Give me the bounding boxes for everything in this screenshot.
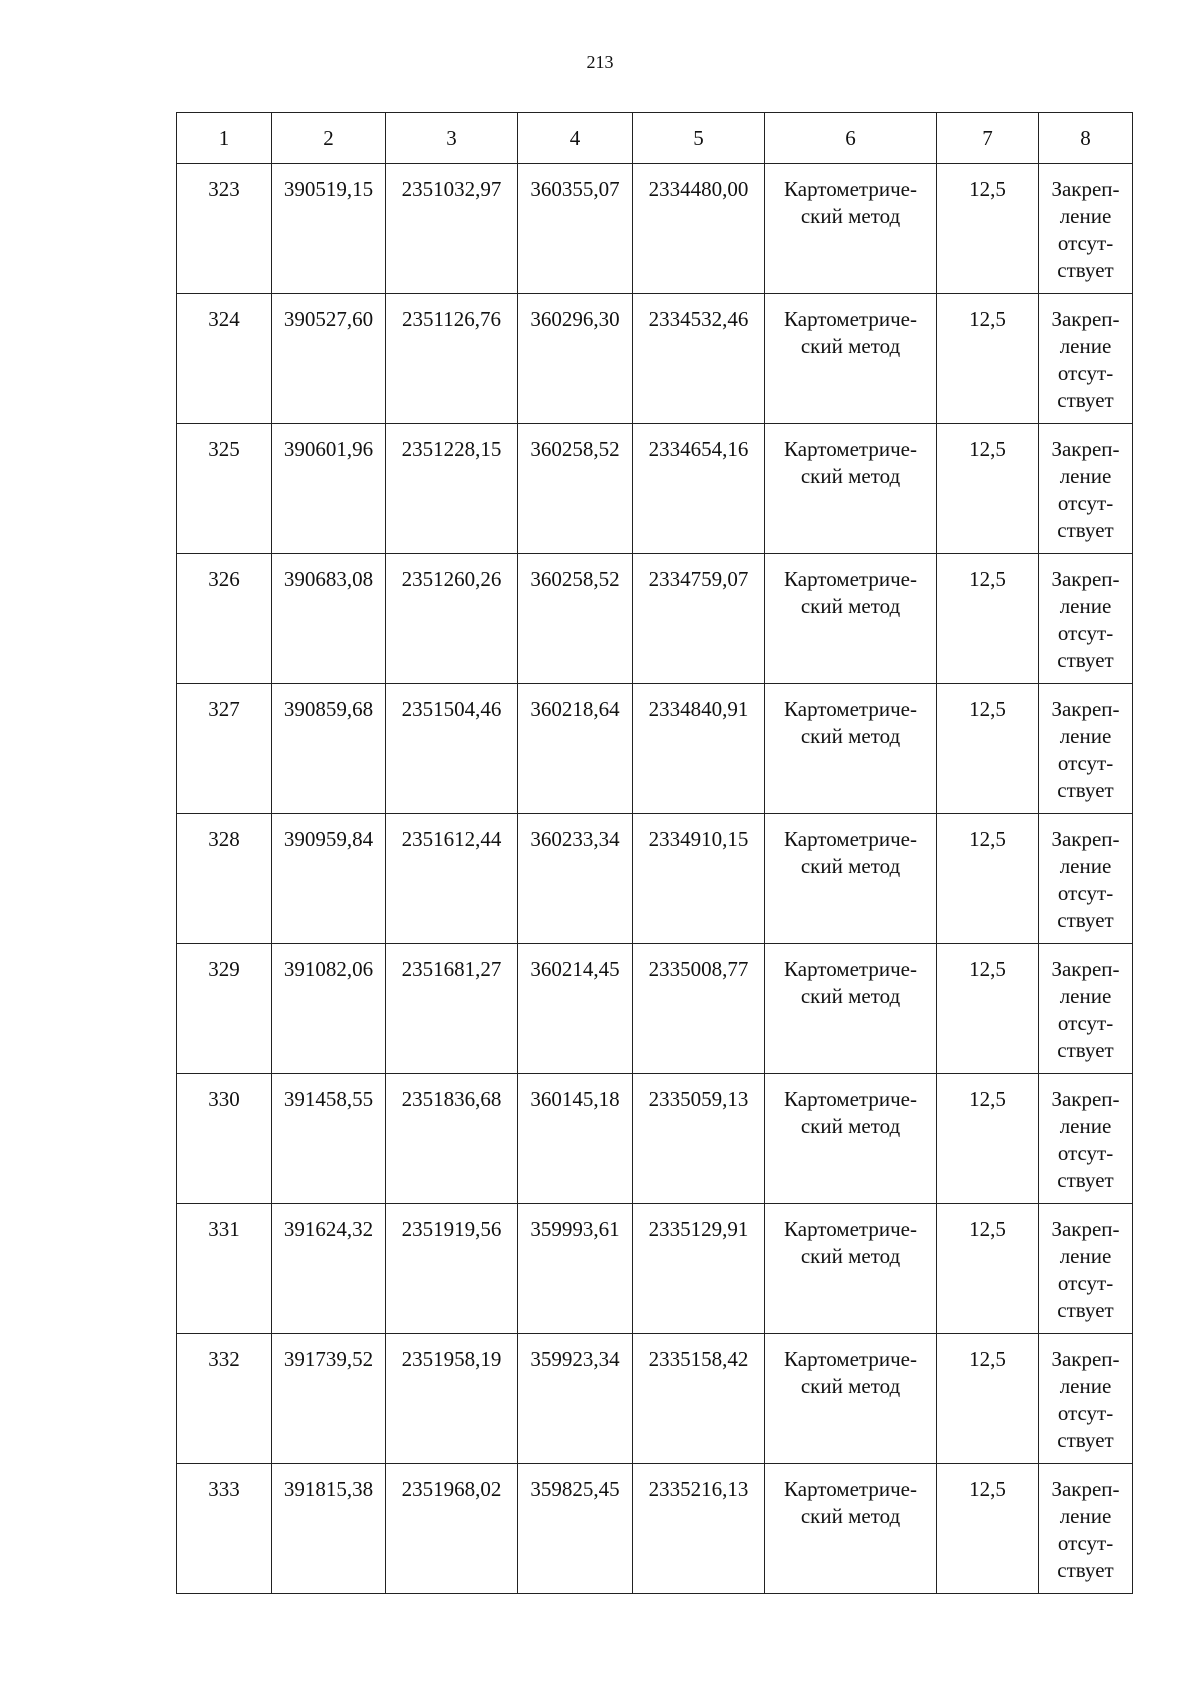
column-header-3: 3 bbox=[386, 113, 518, 164]
coordinate-value: 360296,30 bbox=[518, 294, 633, 424]
table-row bbox=[177, 1204, 1133, 1334]
point-number: 331 bbox=[177, 1204, 272, 1334]
column-header-7: 7 bbox=[937, 113, 1039, 164]
fixing-cell: Закреп- ление отсут- ствует bbox=[1039, 164, 1133, 294]
method-cell: Картометриче- ский метод bbox=[765, 1074, 937, 1204]
coordinate-value: 2335216,13 bbox=[633, 1464, 765, 1594]
coordinate-value: 390601,96 bbox=[272, 424, 386, 554]
coordinate-value: 360214,45 bbox=[518, 944, 633, 1074]
coordinate-value: 2334480,00 bbox=[633, 164, 765, 294]
coordinate-value: 390959,84 bbox=[272, 814, 386, 944]
point-number: 323 bbox=[177, 164, 272, 294]
table-row bbox=[177, 164, 1133, 294]
table-row bbox=[177, 684, 1133, 814]
coordinate-value: 2351126,76 bbox=[386, 294, 518, 424]
fixing-cell: Закреп- ление отсут- ствует bbox=[1039, 424, 1133, 554]
fixing-cell: Закреп- ление отсут- ствует bbox=[1039, 1464, 1133, 1594]
coordinate-value: 2351836,68 bbox=[386, 1074, 518, 1204]
accuracy-cell: 12,5 bbox=[937, 1074, 1039, 1204]
coordinate-value: 390519,15 bbox=[272, 164, 386, 294]
method-cell: Картометриче- ский метод bbox=[765, 164, 937, 294]
header-row bbox=[177, 113, 1133, 164]
coordinate-value: 2334654,16 bbox=[633, 424, 765, 554]
accuracy-cell: 12,5 bbox=[937, 554, 1039, 684]
coordinate-value: 360258,52 bbox=[518, 424, 633, 554]
coordinate-value: 2351612,44 bbox=[386, 814, 518, 944]
coordinate-value: 2335158,42 bbox=[633, 1334, 765, 1464]
table-row bbox=[177, 424, 1133, 554]
coordinate-value: 2351228,15 bbox=[386, 424, 518, 554]
table-row bbox=[177, 944, 1133, 1074]
point-number: 328 bbox=[177, 814, 272, 944]
method-cell: Картометриче- ский метод bbox=[765, 814, 937, 944]
coordinate-value: 2334910,15 bbox=[633, 814, 765, 944]
accuracy-cell: 12,5 bbox=[937, 814, 1039, 944]
coordinate-value: 2335129,91 bbox=[633, 1204, 765, 1334]
table-row bbox=[177, 1074, 1133, 1204]
table-row bbox=[177, 294, 1133, 424]
coordinate-value: 2334840,91 bbox=[633, 684, 765, 814]
coordinate-value: 2335008,77 bbox=[633, 944, 765, 1074]
coordinate-value: 2334532,46 bbox=[633, 294, 765, 424]
coordinate-value: 391082,06 bbox=[272, 944, 386, 1074]
coordinate-value: 2351919,56 bbox=[386, 1204, 518, 1334]
point-number: 326 bbox=[177, 554, 272, 684]
coordinate-value: 2351260,26 bbox=[386, 554, 518, 684]
coordinate-value: 390527,60 bbox=[272, 294, 386, 424]
table-row bbox=[177, 1334, 1133, 1464]
column-header-5: 5 bbox=[633, 113, 765, 164]
fixing-cell: Закреп- ление отсут- ствует bbox=[1039, 1334, 1133, 1464]
coordinate-value: 390859,68 bbox=[272, 684, 386, 814]
column-header-8: 8 bbox=[1039, 113, 1133, 164]
coordinate-value: 359825,45 bbox=[518, 1464, 633, 1594]
point-number: 330 bbox=[177, 1074, 272, 1204]
fixing-cell: Закреп- ление отсут- ствует bbox=[1039, 554, 1133, 684]
coordinate-value: 2351504,46 bbox=[386, 684, 518, 814]
coordinate-value: 391815,38 bbox=[272, 1464, 386, 1594]
fixing-cell: Закреп- ление отсут- ствует bbox=[1039, 684, 1133, 814]
table-row bbox=[177, 814, 1133, 944]
point-number: 327 bbox=[177, 684, 272, 814]
method-cell: Картометриче- ский метод bbox=[765, 1204, 937, 1334]
method-cell: Картометриче- ский метод bbox=[765, 1334, 937, 1464]
coordinate-value: 2351032,97 bbox=[386, 164, 518, 294]
page-number: 213 bbox=[586, 52, 614, 72]
fixing-cell: Закреп- ление отсут- ствует bbox=[1039, 944, 1133, 1074]
accuracy-cell: 12,5 bbox=[937, 1464, 1039, 1594]
coordinate-value: 2351681,27 bbox=[386, 944, 518, 1074]
fixing-cell: Закреп- ление отсут- ствует bbox=[1039, 1204, 1133, 1334]
coordinate-value: 391624,32 bbox=[272, 1204, 386, 1334]
point-number: 329 bbox=[177, 944, 272, 1074]
point-number: 333 bbox=[177, 1464, 272, 1594]
coordinate-value: 391739,52 bbox=[272, 1334, 386, 1464]
coordinate-value: 360355,07 bbox=[518, 164, 633, 294]
accuracy-cell: 12,5 bbox=[937, 944, 1039, 1074]
column-header-2: 2 bbox=[272, 113, 386, 164]
point-number: 332 bbox=[177, 1334, 272, 1464]
coordinates-table bbox=[176, 112, 1133, 1594]
accuracy-cell: 12,5 bbox=[937, 1204, 1039, 1334]
table-row bbox=[177, 554, 1133, 684]
coordinate-value: 360233,34 bbox=[518, 814, 633, 944]
coordinate-value: 359923,34 bbox=[518, 1334, 633, 1464]
point-number: 325 bbox=[177, 424, 272, 554]
coordinate-value: 391458,55 bbox=[272, 1074, 386, 1204]
coordinate-value: 359993,61 bbox=[518, 1204, 633, 1334]
fixing-cell: Закреп- ление отсут- ствует bbox=[1039, 1074, 1133, 1204]
point-number: 324 bbox=[177, 294, 272, 424]
column-header-1: 1 bbox=[177, 113, 272, 164]
table-row bbox=[177, 1464, 1133, 1594]
accuracy-cell: 12,5 bbox=[937, 294, 1039, 424]
fixing-cell: Закреп- ление отсут- ствует bbox=[1039, 814, 1133, 944]
coordinate-value: 2334759,07 bbox=[633, 554, 765, 684]
coordinate-value: 2351958,19 bbox=[386, 1334, 518, 1464]
method-cell: Картометриче- ский метод bbox=[765, 944, 937, 1074]
column-header-6: 6 bbox=[765, 113, 937, 164]
coordinate-value: 2335059,13 bbox=[633, 1074, 765, 1204]
method-cell: Картометриче- ский метод bbox=[765, 424, 937, 554]
accuracy-cell: 12,5 bbox=[937, 684, 1039, 814]
fixing-cell: Закреп- ление отсут- ствует bbox=[1039, 294, 1133, 424]
accuracy-cell: 12,5 bbox=[937, 424, 1039, 554]
accuracy-cell: 12,5 bbox=[937, 164, 1039, 294]
accuracy-cell: 12,5 bbox=[937, 1334, 1039, 1464]
coordinate-value: 360145,18 bbox=[518, 1074, 633, 1204]
column-header-4: 4 bbox=[518, 113, 633, 164]
method-cell: Картометриче- ский метод bbox=[765, 684, 937, 814]
coordinate-value: 390683,08 bbox=[272, 554, 386, 684]
coordinate-value: 2351968,02 bbox=[386, 1464, 518, 1594]
coordinate-value: 360218,64 bbox=[518, 684, 633, 814]
method-cell: Картометриче- ский метод bbox=[765, 294, 937, 424]
coordinate-value: 360258,52 bbox=[518, 554, 633, 684]
method-cell: Картометриче- ский метод bbox=[765, 1464, 937, 1594]
method-cell: Картометриче- ский метод bbox=[765, 554, 937, 684]
